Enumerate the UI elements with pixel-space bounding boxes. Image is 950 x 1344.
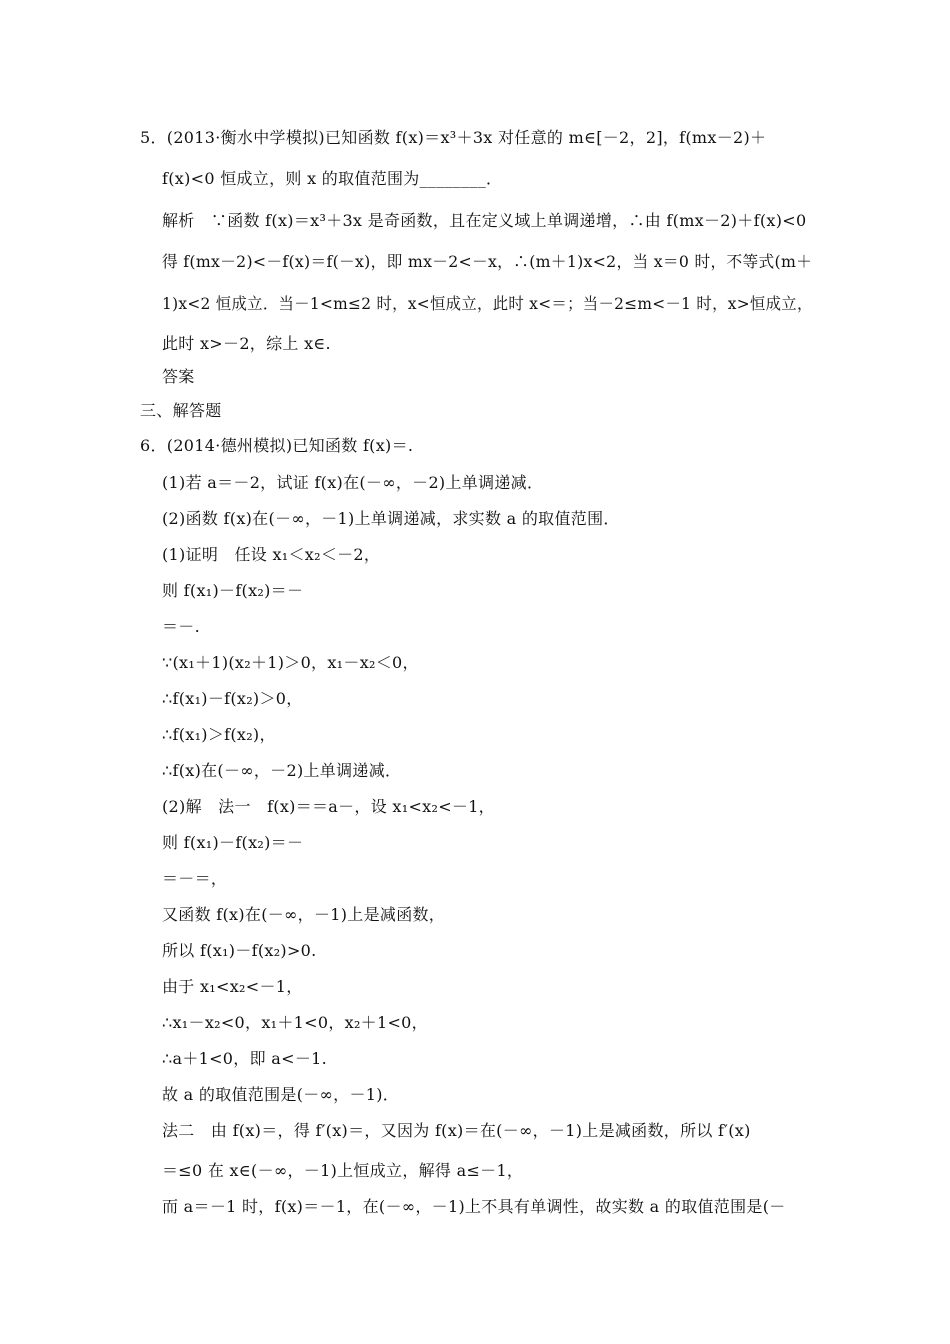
method-1-line-8: ∴a＋1<0，即 a<－1. <box>162 1049 327 1068</box>
proof-line-7: ∴f(x)在(－∞，－2)上单调递减． <box>162 761 402 780</box>
problem-5-line-1: 5．(2013·衡水中学模拟)已知函数 f(x)＝x³＋3x 对任意的 m∈[－2，2]，f(mx－2)＋ <box>140 128 767 147</box>
method-1-line-2: 则 f(x₁)－f(x₂)＝－ <box>162 833 304 852</box>
solution-line-2: 得 f(mx－2)<－f(x)＝f(－x)，即 mx－2<－x，∴(m＋1)x<2，当 x＝0 时，不等式(m＋ <box>162 252 813 271</box>
proof-line-3: ＝－. <box>162 617 200 636</box>
solution-line-4: 此时 x>－2，综上 x∈. <box>162 334 331 353</box>
method-1-line-6: 由于 x₁<x₂<－1， <box>162 977 303 996</box>
method-1-line-7: ∴x₁－x₂<0，x₁＋1<0，x₂＋1<0， <box>162 1013 428 1032</box>
method-1-line-5: 所以 f(x₁)－f(x₂)>0. <box>162 941 317 960</box>
method-2-line-1: 法二 由 f(x)＝，得 f′(x)＝，又因为 f(x)＝在(－∞，－1)上是减函数，所以 f′(x) <box>162 1121 751 1140</box>
solution-line-1: 解析 ∵函数 f(x)＝x³＋3x 是奇函数，且在定义域上单调递增，∴由 f(mx－2)＋f(x)<0 <box>162 211 807 230</box>
method-2-line-2: ＝≤0 在 x∈(－∞，－1)上恒成立，解得 a≤－1， <box>162 1161 524 1180</box>
proof-line-4: ∵(x₁＋1)(x₂＋1)＞0，x₁－x₂＜0， <box>162 653 419 672</box>
problem-6-line-1: 6．(2014·德州模拟)已知函数 f(x)＝. <box>140 436 414 455</box>
proof-line-2: 则 f(x₁)－f(x₂)＝－ <box>162 581 304 600</box>
method-1-line-9: 故 a 的取值范围是(－∞，－1)． <box>162 1085 400 1104</box>
problem-6-part-1: (1)若 a＝－2，试证 f(x)在(－∞，－2)上单调递减． <box>162 473 544 492</box>
section-heading: 三、解答题 <box>140 401 222 420</box>
proof-line-1: (1)证明 任设 x₁＜x₂＜－2， <box>162 545 381 564</box>
method-1-line-4: 又函数 f(x)在(－∞，－1)上是减函数， <box>162 905 446 924</box>
proof-line-5: ∴f(x₁)－f(x₂)＞0， <box>162 689 303 708</box>
method-1-line-1: (2)解 法一 f(x)＝＝a－，设 x₁<x₂<－1， <box>162 797 495 816</box>
method-2-line-3: 而 a＝－1 时，f(x)＝－1，在(－∞，－1)上不具有单调性，故实数 a 的取值范围是(－ <box>162 1197 786 1216</box>
solution-line-3: 1)x<2 恒成立．当－1<m≤2 时，x<恒成立，此时 x<＝；当－2≤m<－1 时，x>恒成立， <box>162 294 813 313</box>
method-1-line-3: ＝－＝， <box>162 869 228 888</box>
answer-label: 答案 <box>162 367 195 386</box>
problem-5-line-2: f(x)<0 恒成立，则 x 的取值范围为________． <box>162 169 503 188</box>
problem-6-part-2: (2)函数 f(x)在(－∞，－1)上单调递减，求实数 a 的取值范围． <box>162 509 620 528</box>
proof-line-6: ∴f(x₁)＞f(x₂)， <box>162 725 276 744</box>
